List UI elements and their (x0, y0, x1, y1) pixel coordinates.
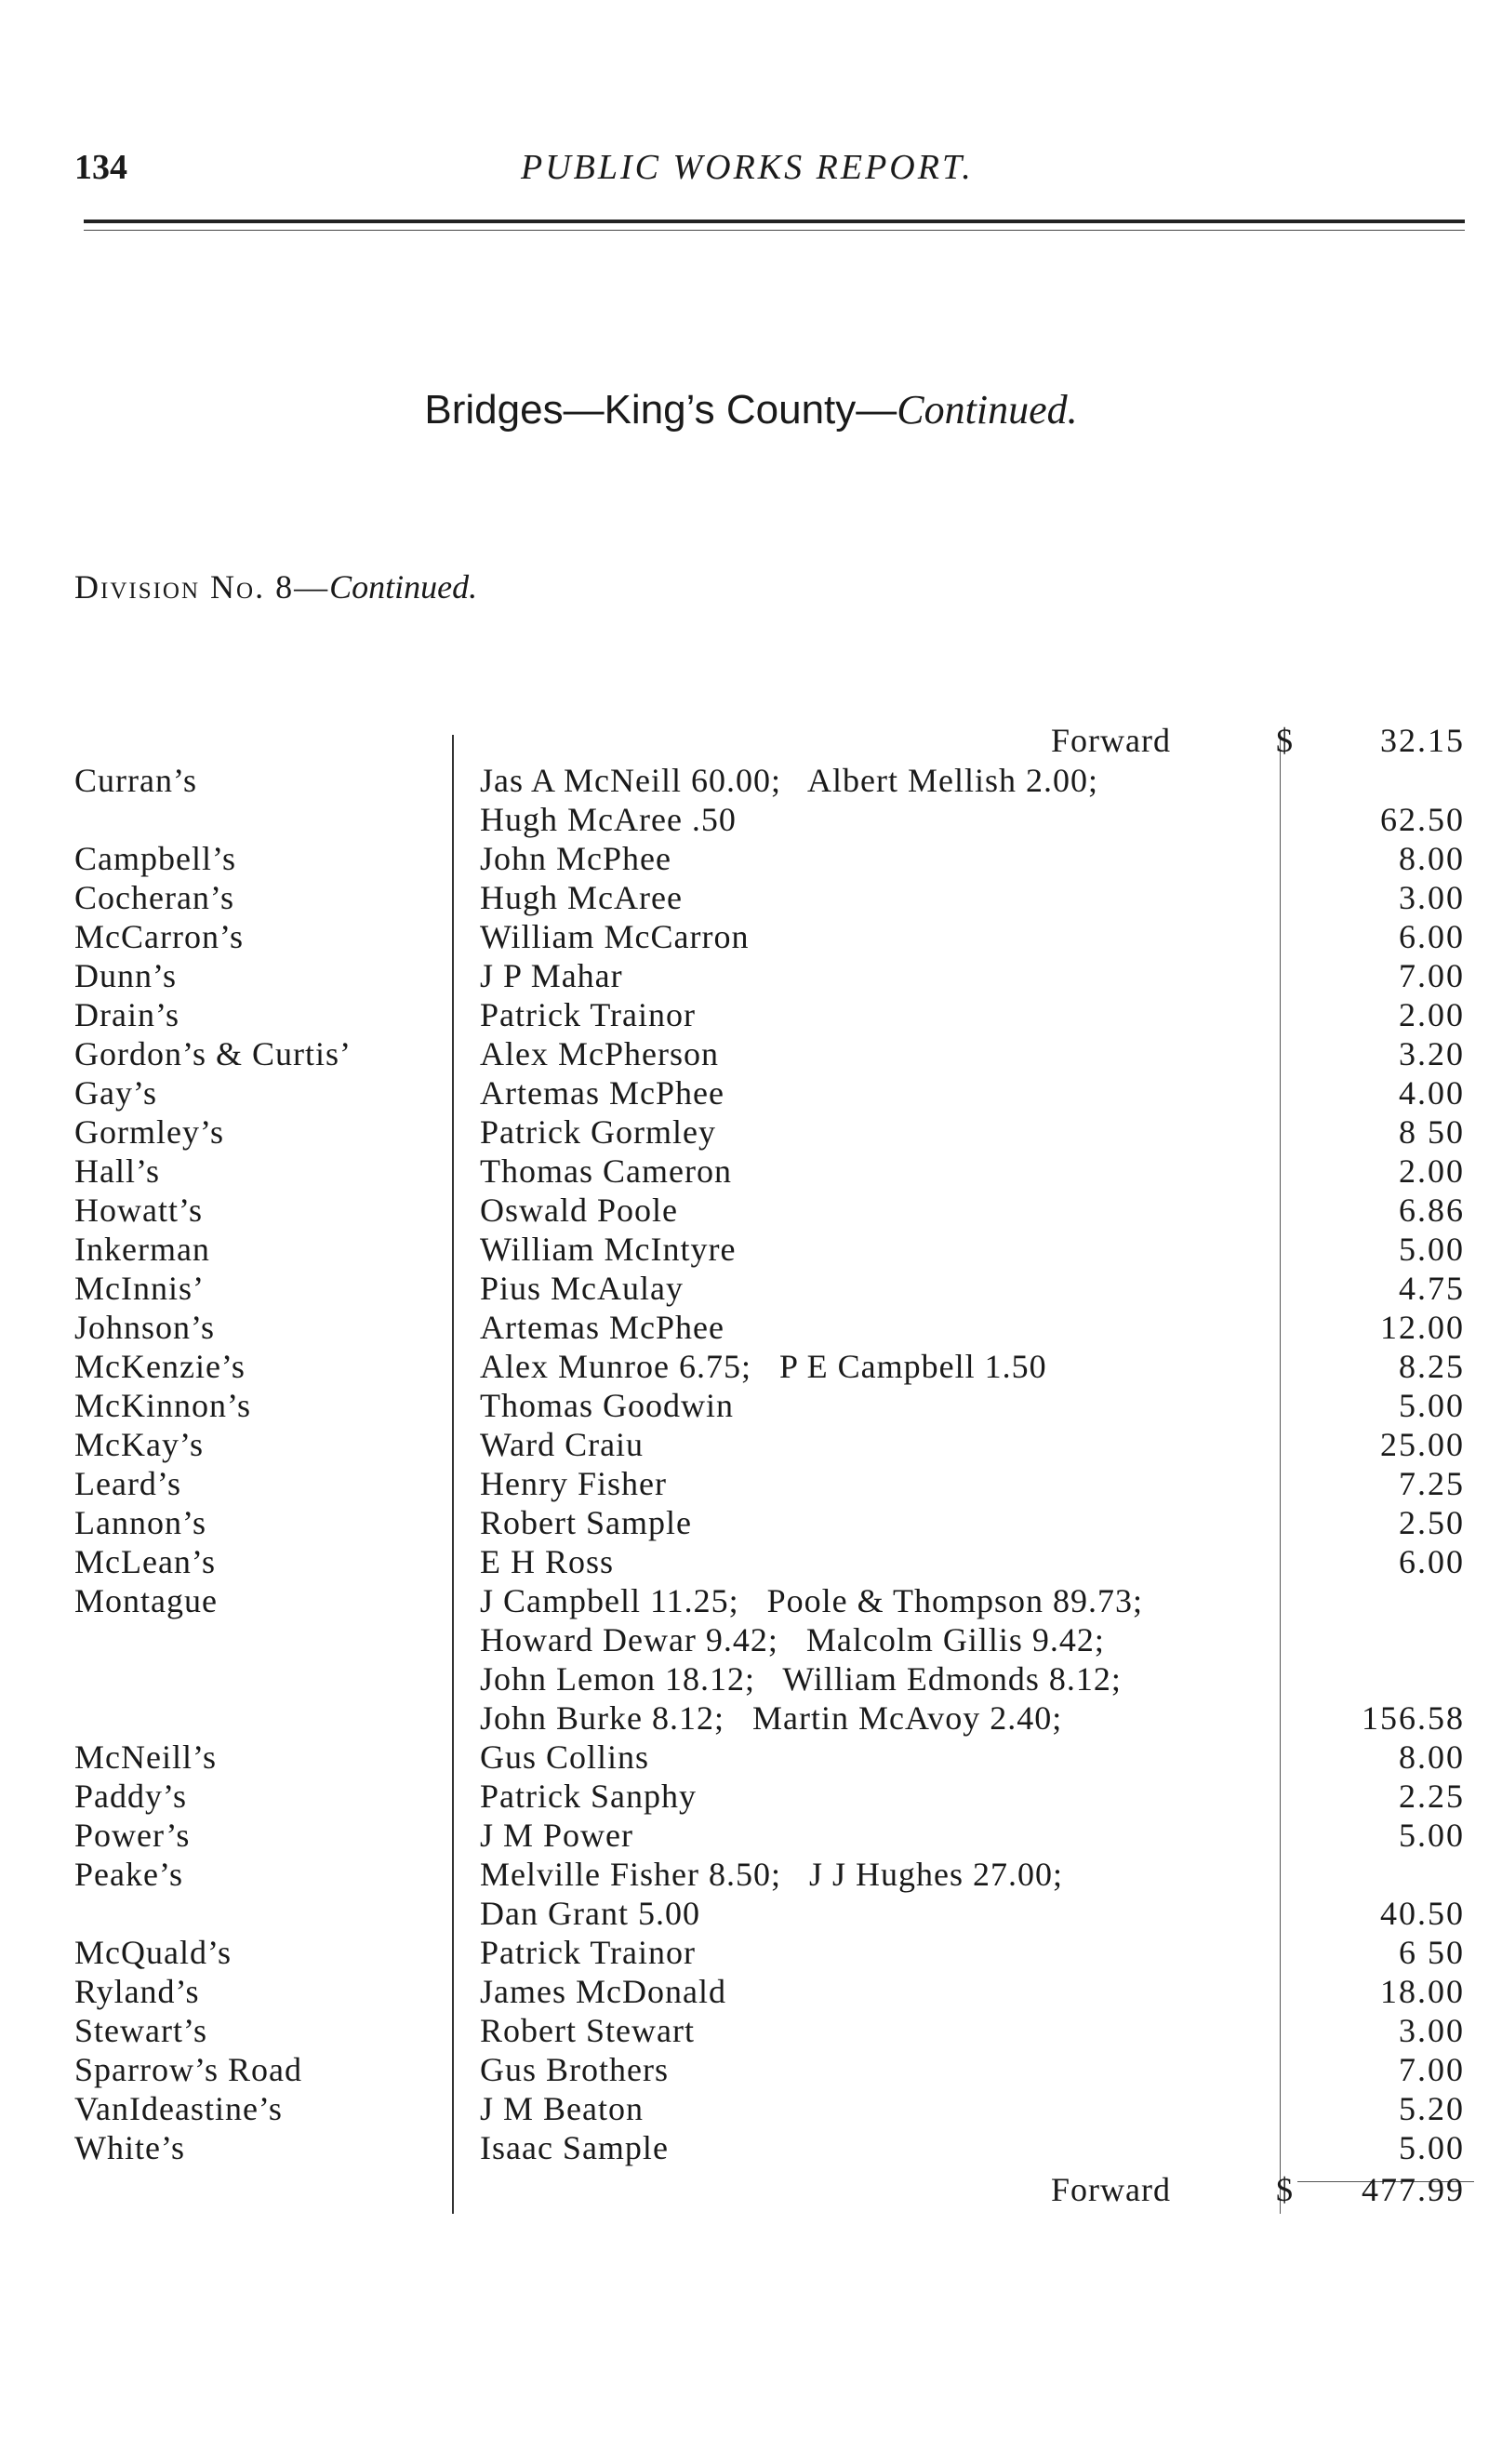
entry-amount: 3.20 (1399, 1035, 1465, 1072)
payee-line: John Burke 8.12; Martin McAvoy 2.40; (480, 1699, 1063, 1737)
entry-amount: 6.00 (1399, 918, 1465, 955)
entry-amount: 2.25 (1399, 1778, 1465, 1815)
payee-line: Gus Brothers (480, 2051, 669, 2088)
bridge-name: Inkerman (74, 1231, 210, 1268)
payee-line: J Campbell 11.25; Poole & Thompson 89.73; (480, 1582, 1144, 1619)
bridge-name: McQuald’s (74, 1934, 232, 1971)
payee-line: Hugh McAree (480, 879, 683, 916)
section-title-continued: Continued. (897, 387, 1078, 433)
column-rule-left (452, 735, 454, 2214)
bridge-name: Peake’s (74, 1856, 183, 1893)
payee-line: Alex McPherson (480, 1035, 719, 1072)
payee-line: Dan Grant 5.00 (480, 1895, 700, 1932)
bridge-name: McKinnon’s (74, 1387, 251, 1424)
bridge-name: Cocheran’s (74, 879, 234, 916)
payee-line: J P Mahar (480, 957, 623, 994)
payee-line: Artemas McPhee (480, 1074, 724, 1112)
payee-line: J M Power (480, 1817, 634, 1854)
payee-line: E H Ross (480, 1543, 615, 1580)
entry-amount: 5.00 (1399, 1387, 1465, 1424)
payee-line: Patrick Trainor (480, 1934, 697, 1971)
entry-amount: 4.75 (1399, 1270, 1465, 1307)
entry-amount: 62.50 (1380, 801, 1465, 838)
bridge-name: Leard’s (74, 1465, 181, 1502)
bridge-name: Paddy’s (74, 1778, 188, 1815)
payee-line: Patrick Trainor (480, 996, 697, 1033)
bridge-name: Campbell’s (74, 840, 236, 877)
entry-amount: 6.86 (1399, 1192, 1465, 1229)
payee-line: John McPhee (480, 840, 671, 877)
forward-amount-top: 32.15 (1380, 722, 1465, 759)
entry-amount: 5.20 (1399, 2090, 1465, 2127)
payee-line: Artemas McPhee (480, 1309, 724, 1346)
entry-amount: 6 50 (1399, 1934, 1465, 1971)
division-label: Division No. 8— (74, 568, 330, 606)
entry-amount: 5.00 (1399, 2129, 1465, 2166)
bridge-name: McLean’s (74, 1543, 216, 1580)
bridge-name: VanIdeastine’s (74, 2090, 283, 2127)
payee-line: Robert Stewart (480, 2012, 695, 2049)
bridge-name: Dunn’s (74, 957, 178, 994)
entry-amount: 6.00 (1399, 1543, 1465, 1580)
bridge-name: McNeill’s (74, 1738, 217, 1776)
entry-amount: 7.00 (1399, 957, 1465, 994)
entry-amount: 3.00 (1399, 2012, 1465, 2049)
bridge-name: Drain’s (74, 996, 179, 1033)
bridge-name: Power’s (74, 1817, 191, 1854)
payee-line: Henry Fisher (480, 1465, 667, 1502)
entry-amount: 4.00 (1399, 1074, 1465, 1112)
entry-amount: 8.00 (1399, 840, 1465, 877)
payee-line: Ward Craiu (480, 1426, 645, 1463)
entry-amount: 156.58 (1362, 1699, 1465, 1737)
payee-line: Alex Munroe 6.75; P E Campbell 1.50 (480, 1348, 1047, 1385)
bridge-name: McKay’s (74, 1426, 204, 1463)
bridge-name: Johnson’s (74, 1309, 216, 1346)
bridge-name: Stewart’s (74, 2012, 207, 2049)
running-head: PUBLIC WORKS REPORT. (521, 148, 974, 187)
forward-currency-top: $ (1276, 722, 1293, 759)
entry-amount: 2.50 (1399, 1504, 1465, 1541)
bridge-name: Gay’s (74, 1074, 157, 1112)
bridge-name: Montague (74, 1582, 218, 1619)
bridge-name: Hall’s (74, 1152, 160, 1190)
entry-amount: 2.00 (1399, 996, 1465, 1033)
payee-line: Robert Sample (480, 1504, 692, 1541)
payee-line: William McCarron (480, 918, 750, 955)
entry-amount: 40.50 (1380, 1895, 1465, 1932)
payee-line: Pius McAulay (480, 1270, 684, 1307)
payee-line: Oswald Poole (480, 1192, 678, 1229)
entry-amount: 12.00 (1380, 1309, 1465, 1346)
entry-amount: 8 50 (1399, 1113, 1465, 1151)
bridge-name: McInnis’ (74, 1270, 205, 1307)
entry-amount: 8.25 (1399, 1348, 1465, 1385)
forward-label-bottom: Forward (1051, 2171, 1171, 2208)
entry-amount: 25.00 (1380, 1426, 1465, 1463)
payee-line: Melville Fisher 8.50; J J Hughes 27.00; (480, 1856, 1063, 1893)
section-title-main: Bridges—King’s County— (424, 387, 897, 433)
bridge-name: Ryland’s (74, 1973, 200, 2010)
bridge-name: Gordon’s & Curtis’ (74, 1035, 352, 1072)
entry-amount: 5.00 (1399, 1231, 1465, 1268)
payee-line: Gus Collins (480, 1738, 650, 1776)
bridge-name: Howatt’s (74, 1192, 203, 1229)
bridge-name: Gormley’s (74, 1113, 224, 1151)
payee-line: Patrick Gormley (480, 1113, 716, 1151)
payee-line: James McDonald (480, 1973, 726, 2010)
entry-amount: 18.00 (1380, 1973, 1465, 2010)
entry-amount: 5.00 (1399, 1817, 1465, 1854)
bridge-name: Sparrow’s Road (74, 2051, 302, 2088)
payee-line: Hugh McAree .50 (480, 801, 737, 838)
bridge-name: Lannon’s (74, 1504, 206, 1541)
entry-amount: 3.00 (1399, 879, 1465, 916)
payee-line: Howard Dewar 9.42; Malcolm Gillis 9.42; (480, 1621, 1105, 1658)
forward-amount-bottom: 477.99 (1362, 2171, 1465, 2208)
bridge-name: McKenzie’s (74, 1348, 246, 1385)
forward-label-top: Forward (1051, 722, 1171, 759)
payee-line: Thomas Cameron (480, 1152, 732, 1190)
payee-line: Isaac Sample (480, 2129, 669, 2166)
bridge-name: Curran’s (74, 762, 197, 799)
entry-amount: 8.00 (1399, 1738, 1465, 1776)
entry-amount: 2.00 (1399, 1152, 1465, 1190)
bridge-name: White’s (74, 2129, 185, 2166)
payee-line: William McIntyre (480, 1231, 737, 1268)
bridge-name: McCarron’s (74, 918, 244, 955)
entry-amount: 7.00 (1399, 2051, 1465, 2088)
forward-currency-bottom: $ (1276, 2171, 1293, 2208)
payee-line: Patrick Sanphy (480, 1778, 697, 1815)
payee-line: J M Beaton (480, 2090, 644, 2127)
payee-line: John Lemon 18.12; William Edmonds 8.12; (480, 1660, 1122, 1698)
payee-line: Jas A McNeill 60.00; Albert Mellish 2.00; (480, 762, 1098, 799)
division-continued: Continued. (329, 568, 478, 606)
entry-amount: 7.25 (1399, 1465, 1465, 1502)
payee-line: Thomas Goodwin (480, 1387, 734, 1424)
page-number: 134 (74, 148, 127, 187)
